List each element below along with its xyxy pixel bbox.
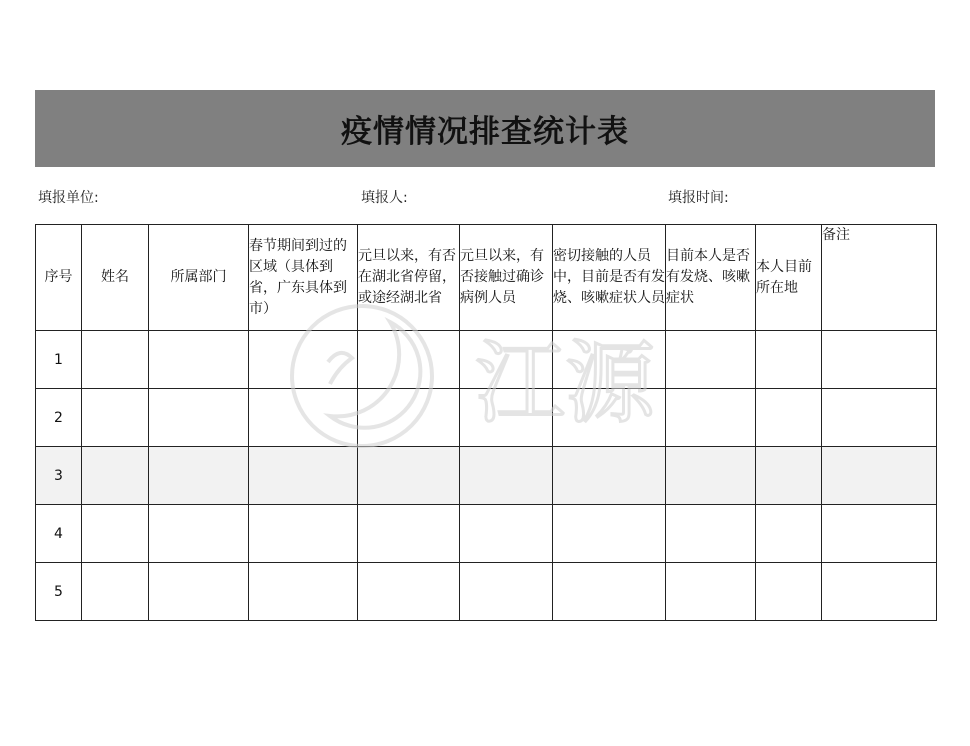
- name-cell[interactable]: [82, 331, 149, 389]
- confirmed-contact-cell[interactable]: [460, 563, 553, 621]
- current-location-cell[interactable]: [756, 505, 822, 563]
- self-symptoms-cell[interactable]: [666, 389, 756, 447]
- table-row: [36, 447, 937, 505]
- name-cell[interactable]: [82, 563, 149, 621]
- close-contact-symptoms-cell[interactable]: [553, 505, 666, 563]
- row-index: 2: [36, 389, 82, 447]
- confirmed-contact-cell[interactable]: [460, 331, 553, 389]
- person-label: 填报人:: [361, 190, 408, 206]
- name-cell[interactable]: [82, 389, 149, 447]
- department-cell[interactable]: [149, 505, 249, 563]
- self-symptoms-cell[interactable]: [666, 447, 756, 505]
- header-row: [36, 225, 937, 331]
- remarks-cell[interactable]: [822, 563, 937, 621]
- page-title: 疫情情况排查统计表: [341, 114, 629, 150]
- header-cell-department: 所属部门: [149, 225, 249, 331]
- remarks-cell[interactable]: [822, 389, 937, 447]
- current-location-cell[interactable]: [756, 331, 822, 389]
- current-location-cell[interactable]: [756, 389, 822, 447]
- table-row: [36, 563, 937, 621]
- header-cell-close-contact-symptoms: 密切接触的人员中，目前是否有发烧、咳嗽症状人员: [553, 225, 666, 331]
- table-row: [36, 505, 937, 563]
- time-label: 填报时间:: [668, 190, 729, 206]
- remarks-cell[interactable]: [822, 447, 937, 505]
- travel-region-cell[interactable]: [249, 331, 358, 389]
- header-cell-travel-region: 春节期间到过的区域（具体到省，广东具体到市）: [249, 225, 358, 331]
- self-symptoms-cell[interactable]: [666, 331, 756, 389]
- row-index: 3: [36, 447, 82, 505]
- travel-region-cell[interactable]: [249, 447, 358, 505]
- watermark-text: 江源: [475, 331, 655, 436]
- close-contact-symptoms-cell[interactable]: [553, 331, 666, 389]
- name-cell[interactable]: [82, 505, 149, 563]
- self-symptoms-cell[interactable]: [666, 505, 756, 563]
- header-cell-remarks: 备注: [822, 225, 937, 331]
- hubei-stay-cell[interactable]: [358, 563, 460, 621]
- department-cell[interactable]: [149, 389, 249, 447]
- current-location-cell[interactable]: [756, 563, 822, 621]
- travel-region-cell[interactable]: [249, 389, 358, 447]
- confirmed-contact-cell[interactable]: [460, 389, 553, 447]
- header-cell-current-location: 本人目前所在地: [756, 225, 822, 331]
- row-index: 4: [36, 505, 82, 563]
- header-cell-self-symptoms: 目前本人是否有发烧、咳嗽症状: [666, 225, 756, 331]
- hubei-stay-cell[interactable]: [358, 331, 460, 389]
- self-symptoms-cell[interactable]: [666, 563, 756, 621]
- close-contact-symptoms-cell[interactable]: [553, 447, 666, 505]
- table-row: [36, 389, 937, 447]
- department-cell[interactable]: [149, 447, 249, 505]
- confirmed-contact-cell[interactable]: [460, 447, 553, 505]
- travel-region-cell[interactable]: [249, 563, 358, 621]
- table-row: [36, 331, 937, 389]
- travel-region-cell[interactable]: [249, 505, 358, 563]
- row-index: 5: [36, 563, 82, 621]
- header-cell-index: 序号: [36, 225, 82, 331]
- hubei-stay-cell[interactable]: [358, 389, 460, 447]
- header-cell-confirmed-contact: 元旦以来，有否接触过确诊病例人员: [460, 225, 553, 331]
- department-cell[interactable]: [149, 331, 249, 389]
- current-location-cell[interactable]: [756, 447, 822, 505]
- name-cell[interactable]: [82, 447, 149, 505]
- close-contact-symptoms-cell[interactable]: [553, 389, 666, 447]
- hubei-stay-cell[interactable]: [358, 505, 460, 563]
- row-index: 1: [36, 331, 82, 389]
- confirmed-contact-cell[interactable]: [460, 505, 553, 563]
- close-contact-symptoms-cell[interactable]: [553, 563, 666, 621]
- remarks-cell[interactable]: [822, 331, 937, 389]
- header-cell-hubei-stay: 元旦以来，有否在湖北省停留，或途经湖北省: [358, 225, 460, 331]
- title-banner: [35, 90, 935, 167]
- header-cell-name: 姓名: [82, 225, 149, 331]
- survey-table: [35, 224, 937, 621]
- department-cell[interactable]: [149, 563, 249, 621]
- remarks-cell[interactable]: [822, 505, 937, 563]
- hubei-stay-cell[interactable]: [358, 447, 460, 505]
- unit-label: 填报单位:: [38, 190, 99, 206]
